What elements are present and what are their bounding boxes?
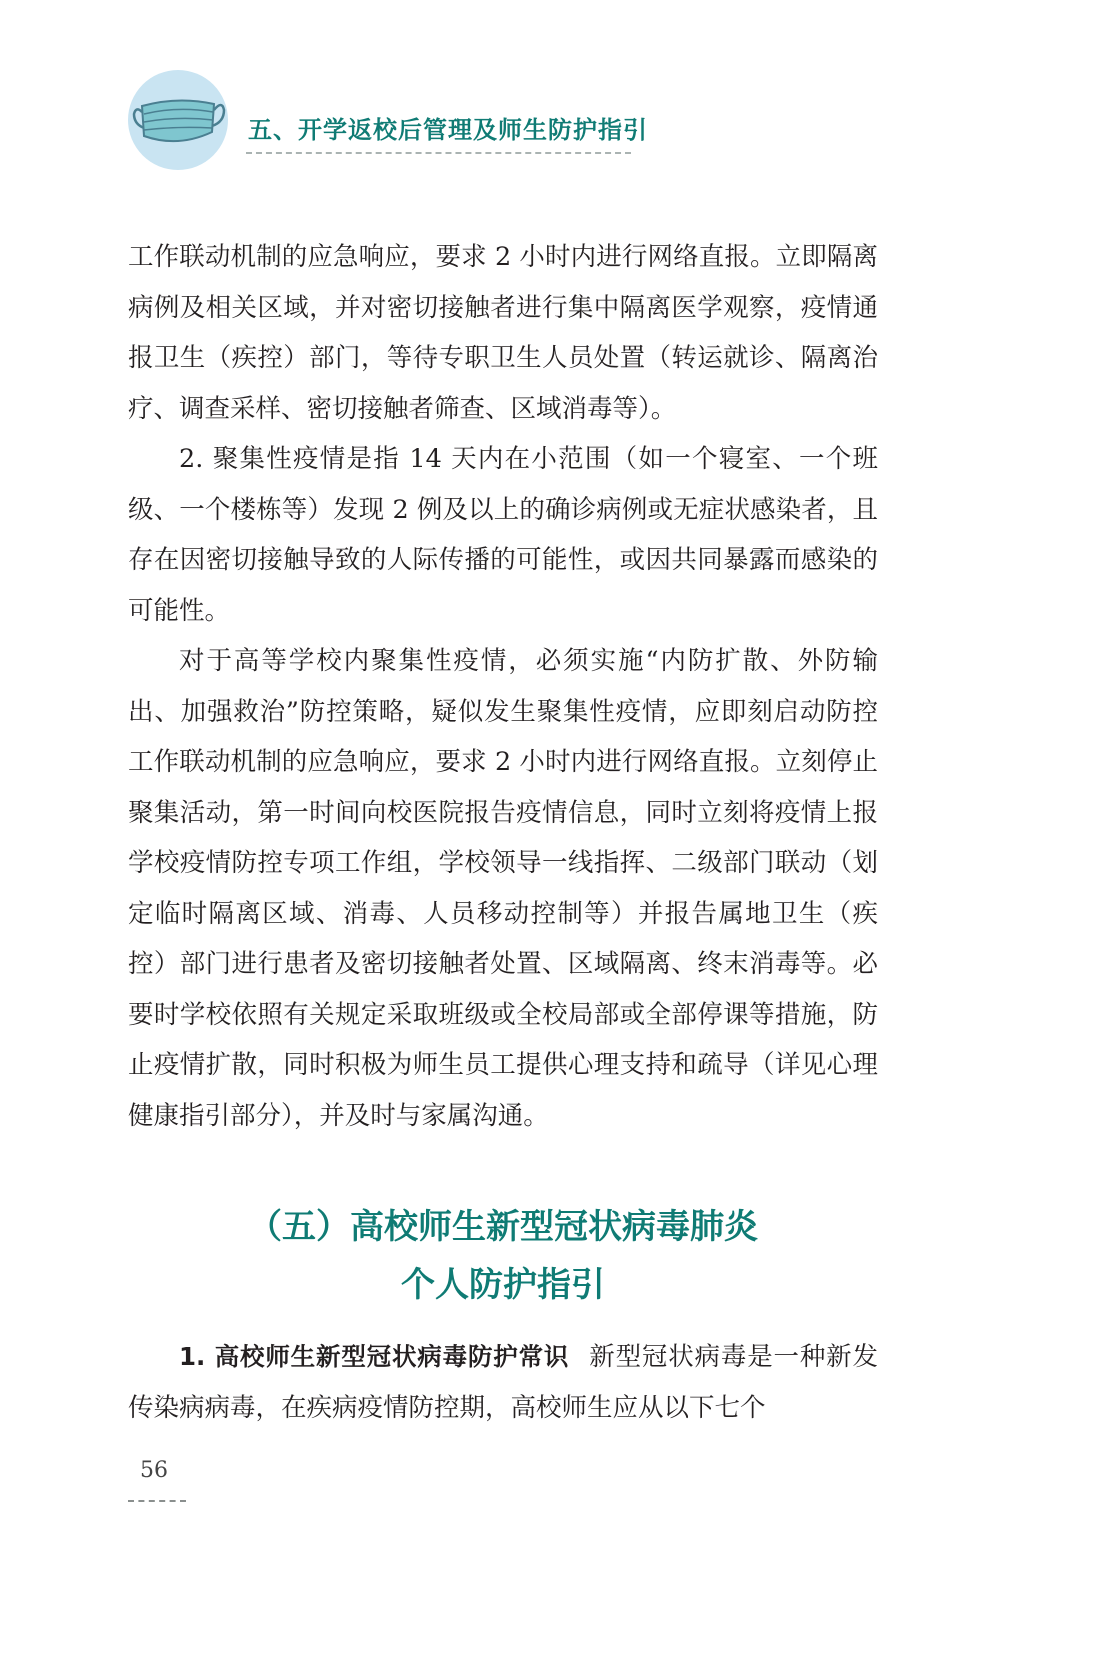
paragraph-continued: 工作联动机制的应急响应，要求 2 小时内进行网络直报。立即隔离病例及相关区域，并对密切接触者进行集中隔离医学观察，疫情通报卫生（疾控）部门，等待专职卫生人员处置（转运就诊、隔离治疗、调查采样、密切接触者筛查、区域消毒等）。 bbox=[128, 242, 878, 424]
paragraph-cluster-response: 对于高等学校内聚集性疫情，必须实施“内防扩散、外防输出、加强救治”防控策略，疑似发生聚集性疫情，应即刻启动防控工作联动机制的应急响应，要求 2 小时内进行网络直报。立刻停止聚集活动，第一时间向校医院报告疫情信息，同时立刻将疫情上报学校疫情防控专项工作组，学校领导一线指挥、二级部门联动（划定临时隔离区域、消毒、人员移动控制等）并报告属地卫生（疾控）部门进行患者及密切接触者处置、区域隔离、终末消毒等。必要时学校依照有关规定采取班级或全校局部或全部停课等措施，防止疫情扩散，同时积极为师生员工提供心理支持和疏导（详见心理健康指引部分），并及时与家属沟通。 bbox=[128, 646, 878, 1131]
section-title bbox=[128, 1198, 878, 1314]
face-mask-icon bbox=[128, 70, 228, 170]
subsection-text: 新型冠状病毒是一种新发传染病病毒，在疾病疫情防控期，高校师生应从以下七个 bbox=[128, 1342, 878, 1423]
section-title-line-1: （五）高校师生新型冠状病毒肺炎 bbox=[248, 1207, 758, 1247]
header-title: 五、开学返校后管理及师生防护指引 bbox=[248, 116, 648, 144]
body-text bbox=[128, 232, 878, 1141]
paragraph-cluster-definition: 2. 聚集性疫情是指 14 天内在小范围（如一个寝室、一个班级、一个楼栋等）发现 2 例及以上的确诊病例或无症状感染者，且存在因密切接触导致的人际传播的可能性，或因共同暴露而感染的可能性。 bbox=[128, 444, 878, 626]
running-header bbox=[128, 70, 688, 180]
page-number-divider bbox=[128, 1500, 186, 1502]
section-title-line-2: 个人防护指引 bbox=[401, 1265, 605, 1305]
subsection-paragraph bbox=[128, 1332, 878, 1433]
header-divider bbox=[246, 152, 631, 154]
page-number: 56 bbox=[140, 1458, 168, 1483]
subsection-heading: 1. 高校师生新型冠状病毒防护常识 bbox=[179, 1342, 570, 1371]
